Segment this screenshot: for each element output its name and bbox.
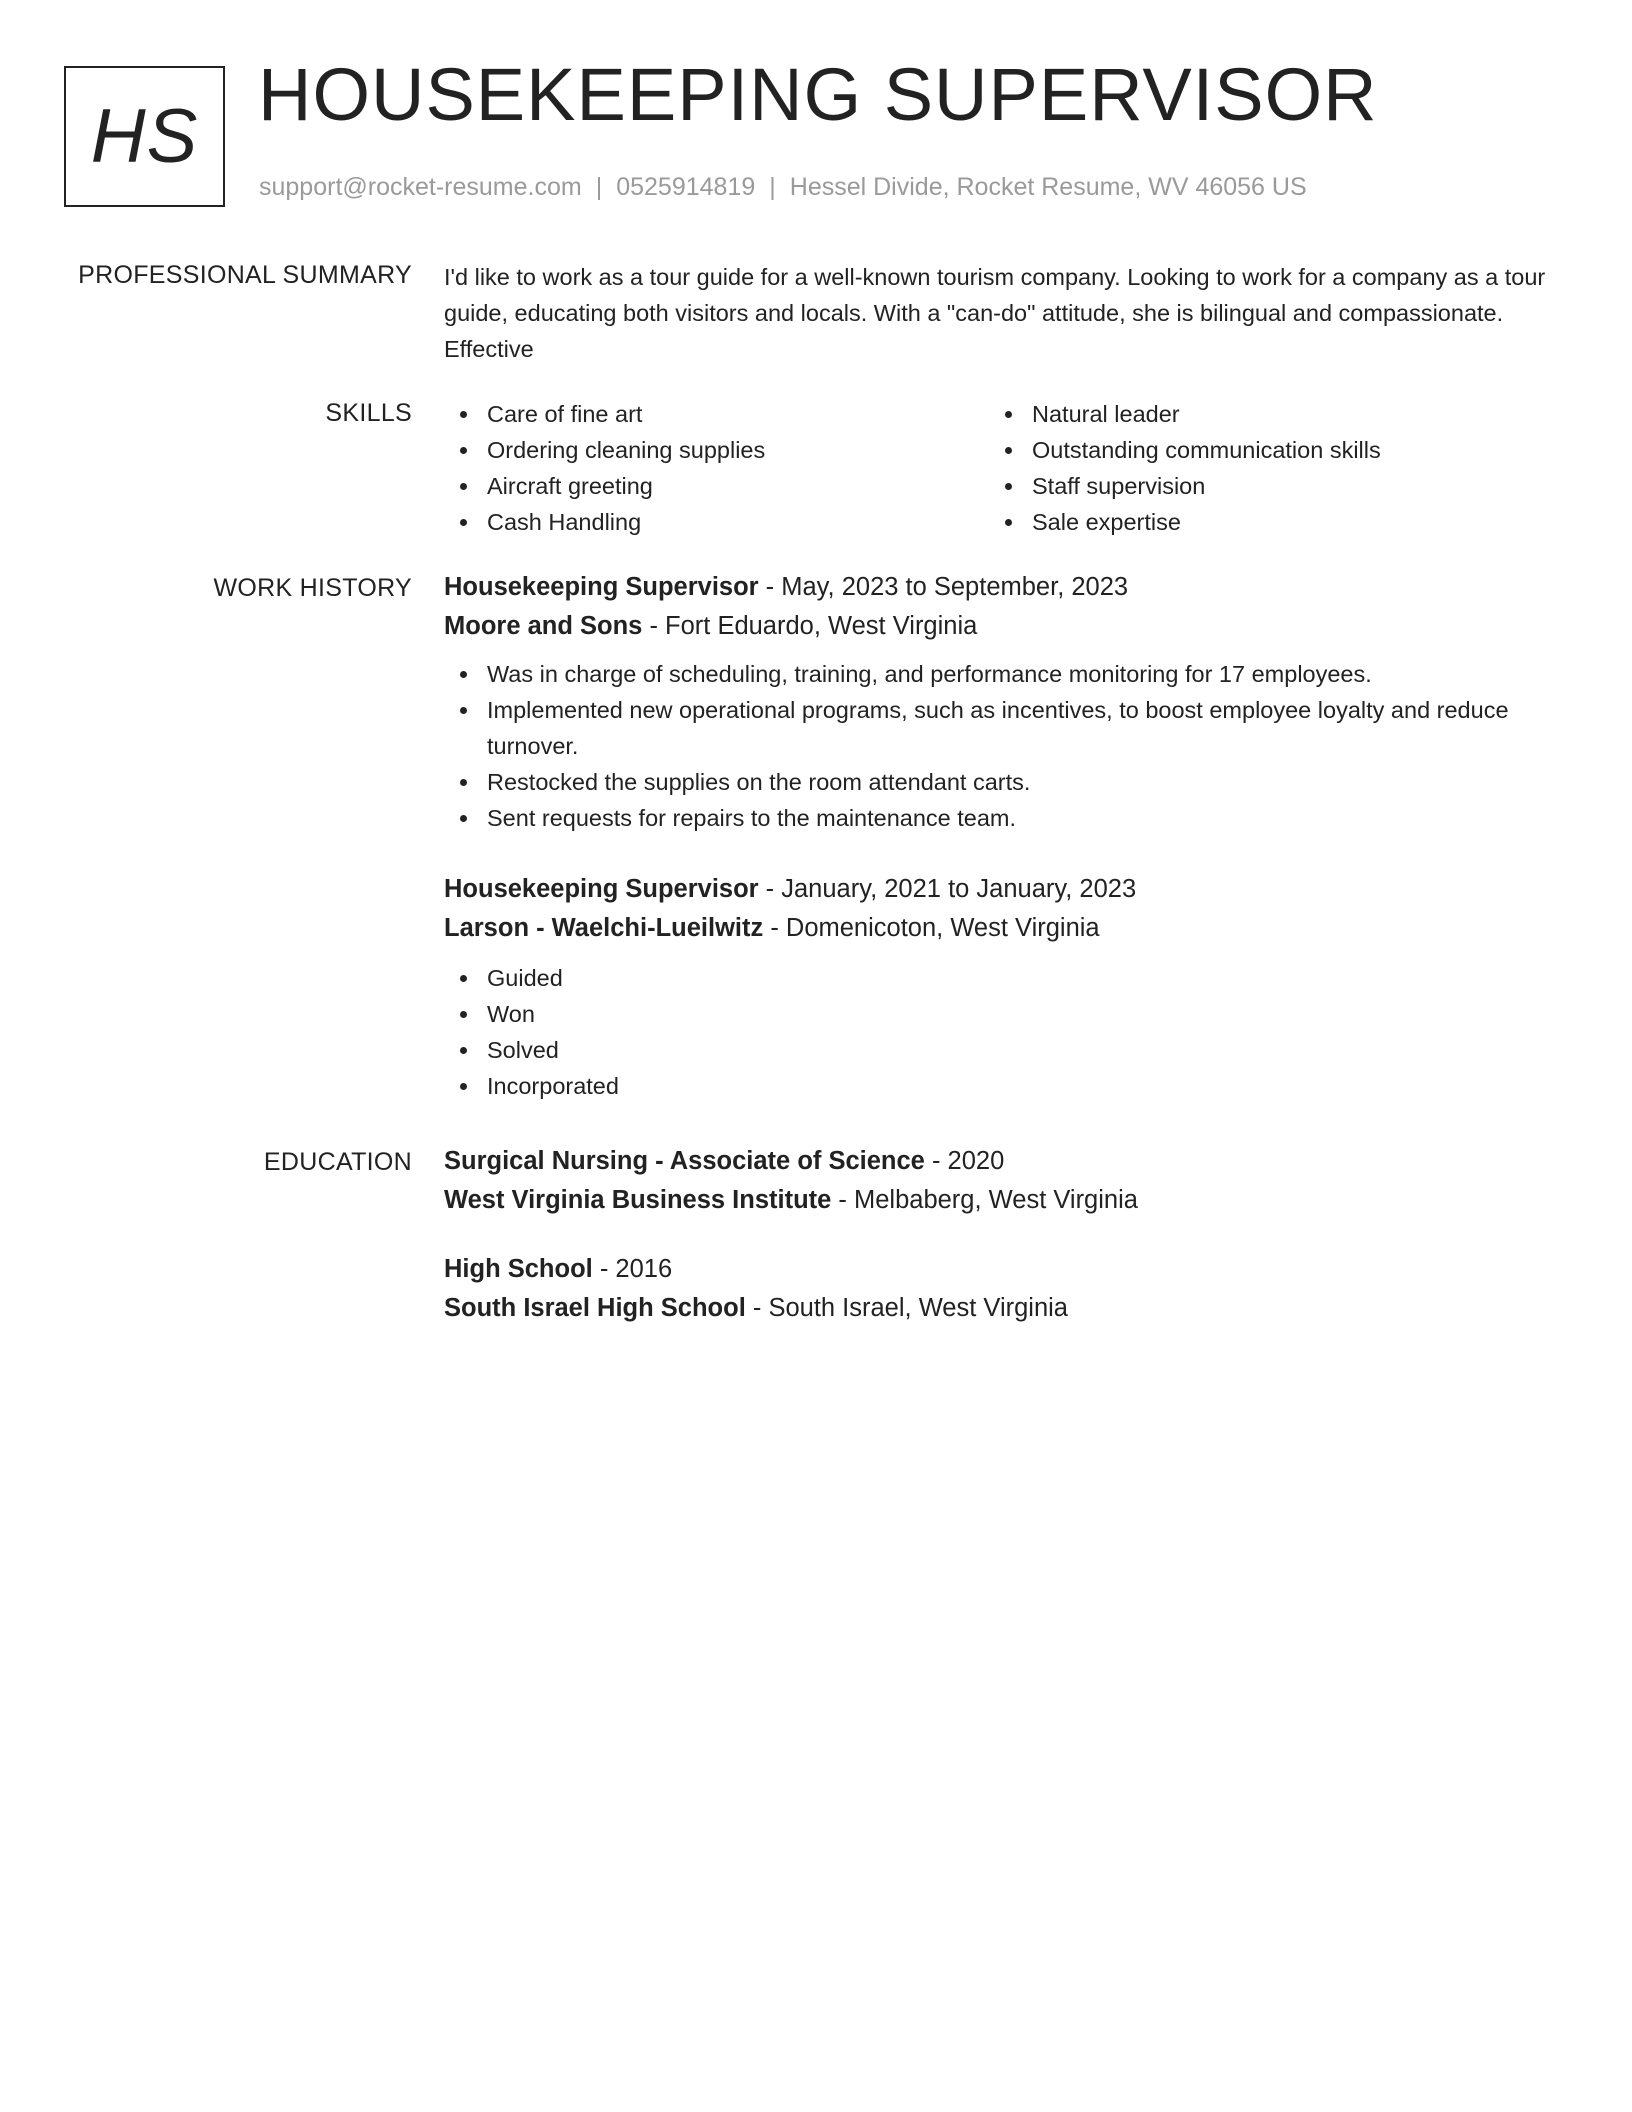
skills-list-right	[989, 396, 1534, 540]
skill-item: Cash Handling	[444, 504, 989, 540]
contact-separator: |	[769, 173, 776, 201]
job-entry	[444, 870, 1564, 1104]
job-bullet: Incorporated	[444, 1068, 1564, 1104]
job-company-line	[444, 909, 1564, 948]
education-entry	[444, 1142, 1564, 1220]
education-heading: EDUCATION	[263, 1148, 412, 1176]
monogram-initials: HS	[90, 94, 199, 179]
job-title-line	[444, 870, 1564, 909]
job-location: - Domenicoton, West Virginia	[763, 914, 1100, 942]
job-bullet: Restocked the supplies on the room attendant carts.	[444, 764, 1564, 800]
education-degree: High School	[444, 1255, 593, 1283]
job-role: Housekeeping Supervisor	[444, 875, 759, 903]
skill-item: Care of fine art	[444, 396, 989, 432]
monogram-box	[64, 66, 225, 207]
contact-line	[259, 175, 1307, 200]
education-school: West Virginia Business Institute	[444, 1186, 832, 1214]
job-company-line	[444, 607, 1564, 646]
job-bullet: Solved	[444, 1032, 1564, 1068]
skills-heading: SKILLS	[325, 399, 412, 427]
job-entry	[444, 568, 1564, 836]
job-bullet: Sent requests for repairs to the maintenance team.	[444, 800, 1564, 836]
job-title-line	[444, 568, 1564, 607]
skill-item: Outstanding communication skills	[989, 432, 1534, 468]
education-year: - 2020	[924, 1147, 1005, 1175]
job-dates: - January, 2021 to January, 2023	[758, 875, 1137, 903]
contact-email: support@rocket-resume.com	[259, 173, 582, 201]
contact-phone: 0525914819	[616, 173, 756, 201]
contact-separator: |	[595, 173, 603, 201]
education-school-line	[444, 1289, 1564, 1328]
skill-item: Aircraft greeting	[444, 468, 989, 504]
education-location: - South Israel, West Virginia	[745, 1294, 1068, 1322]
education-school-line	[444, 1181, 1564, 1220]
skill-item: Natural leader	[989, 396, 1534, 432]
job-bullet: Implemented new operational programs, such as incentives, to boost employee loyalty and reduce turnover.	[444, 692, 1564, 764]
job-company: Moore and Sons	[444, 612, 643, 640]
job-bullet: Was in charge of scheduling, training, and performance monitoring for 17 employees.	[444, 656, 1564, 692]
job-bullets	[444, 656, 1564, 836]
education-degree: Surgical Nursing - Associate of Science	[444, 1147, 925, 1175]
skills-list-left	[444, 396, 989, 540]
job-bullet: Guided	[444, 960, 1564, 996]
job-role: Housekeeping Supervisor	[444, 573, 759, 601]
education-degree-line	[444, 1142, 1564, 1181]
work-history-heading: WORK HISTORY	[213, 574, 412, 602]
education-school: South Israel High School	[444, 1294, 746, 1322]
skill-item: Sale expertise	[989, 504, 1534, 540]
education-degree-line	[444, 1250, 1564, 1289]
job-company: Larson - Waelchi-Lueilwitz	[444, 914, 764, 942]
job-location: - Fort Eduardo, West Virginia	[642, 612, 978, 640]
summary-text: I'd like to work as a tour guide for a well-known tourism company. Looking to work for a company as a tour guide, educating both visitors and locals. With a "can-do" attitude, she is bilingual and compassionate. Effective	[444, 264, 1546, 362]
summary-heading: PROFESSIONAL SUMMARY	[78, 261, 412, 289]
education-location: - Melbaberg, West Virginia	[831, 1186, 1138, 1214]
contact-address: Hessel Divide, Rocket Resume, WV 46056 US	[789, 173, 1307, 201]
skill-item: Staff supervision	[989, 468, 1534, 504]
job-bullet: Won	[444, 996, 1564, 1032]
job-bullets	[444, 960, 1564, 1104]
education-year: - 2016	[592, 1255, 673, 1283]
education-entry	[444, 1250, 1564, 1328]
job-dates: - May, 2023 to September, 2023	[758, 573, 1129, 601]
candidate-name: HOUSEKEEPING SUPERVISOR	[258, 53, 1378, 136]
skill-item: Ordering cleaning supplies	[444, 432, 989, 468]
